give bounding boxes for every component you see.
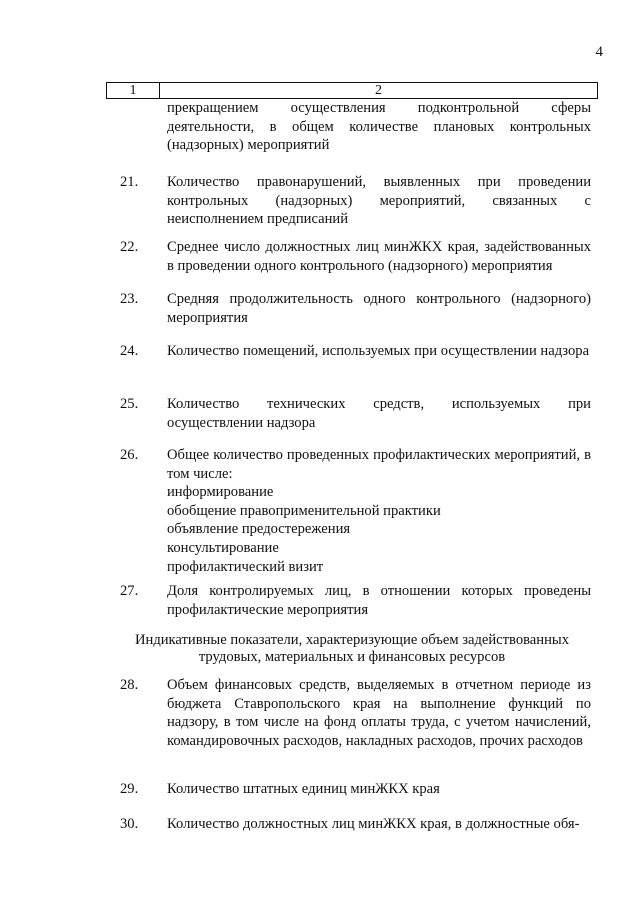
column-2-header: 2 xyxy=(160,83,598,99)
list-item: профилактический визит xyxy=(167,558,324,575)
item-27-number: 27. xyxy=(120,583,139,599)
list-item: объявление предостережения xyxy=(167,521,351,538)
item-21-text: Количество правонарушений, выявленных при проведении контрольных (надзорных) мероприятий, связанных с неисполнением предписаний xyxy=(167,174,591,228)
item-22-text: Среднее число должностных лиц минЖКХ края, задействованных в проведении одного контрольного (надзорного) мероприятия xyxy=(167,239,591,274)
item-26-number: 26. xyxy=(120,447,139,463)
list-item: обобщение правоприменительной практики xyxy=(167,502,441,519)
item-26-block xyxy=(167,446,591,576)
section-heading-line-2: трудовых, материальных и финансовых ресурсов xyxy=(198,649,506,665)
item-28-text: Объем финансовых средств, выделяемых в отчетном периоде из бюджета Ставропольского края на выполнение функций по надзору, в том числе на фонд оплаты труда, с учетом начислений, командировочных расходов, накладных расходов, прочих расходов xyxy=(167,677,591,749)
item-28-number: 28. xyxy=(120,677,139,693)
item-30-number: 30. xyxy=(120,816,139,832)
item-25-number: 25. xyxy=(120,396,139,412)
item-24-number: 24. xyxy=(120,343,139,359)
section-heading xyxy=(106,632,598,666)
item-26-text: Общее количество проведенных профилактических мероприятий, в том числе: xyxy=(167,447,591,482)
section-heading-line-1: Индикативные показатели, характеризующие объем задействованных xyxy=(134,632,570,648)
continuation-text: прекращением осуществления подконтрольной сферы деятельности, в общем количестве плановых контрольных (надзорных) мероприятий xyxy=(167,100,591,154)
item-29-number: 29. xyxy=(120,781,139,797)
item-26-sublist xyxy=(167,483,591,576)
item-21-number: 21. xyxy=(120,174,139,190)
item-27-text: Доля контролируемых лиц, в отношении которых проведены профилактические мероприятия xyxy=(167,583,591,618)
item-24-text: Количество помещений, используемых при осуществлении надзора xyxy=(167,343,590,359)
list-item: информирование xyxy=(167,484,274,501)
item-25-text: Количество технических средств, используемых при осуществлении надзора xyxy=(167,396,591,431)
item-22-number: 22. xyxy=(120,239,139,255)
column-1-header: 1 xyxy=(107,83,160,99)
item-30-text: Количество должностных лиц минЖКХ края, в должностные обя- xyxy=(167,816,580,832)
list-item: консультирование xyxy=(167,539,279,556)
page-number: 4 xyxy=(595,44,603,60)
table-header xyxy=(106,82,598,99)
item-29-text: Количество штатных единиц минЖКХ края xyxy=(167,781,440,797)
item-23-text: Средняя продолжительность одного контрольного (надзорного) мероприятия xyxy=(167,291,591,326)
item-23-number: 23. xyxy=(120,291,139,307)
